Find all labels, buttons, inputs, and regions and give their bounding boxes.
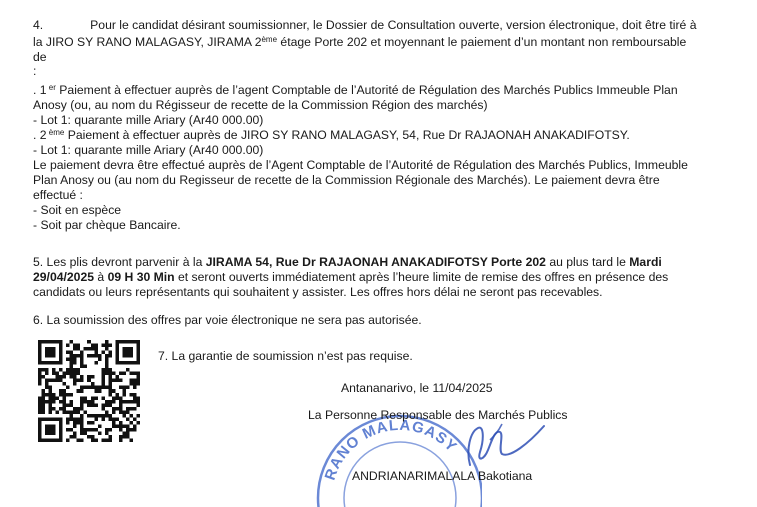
section5-line2: 29/04/2025 à 09 H 30 Min et seront ouverts immédiatement après l’heure limite de remise des offres en présence des	[33, 270, 669, 284]
section4-line1: 4. Pour le candidat désirant soumissionner, le Dossier de Consultation ouverte, version électronique, doit être tiré à	[33, 18, 697, 32]
qr-code	[38, 340, 140, 442]
payment-option-cash: - Soit en espèce	[33, 203, 122, 217]
payment-2: . 2 $^{ème}$ Paiement à effectuer auprès de JIRO SY RANO MALAGASY, 54, Rue Dr RAJAONAH ANAKADIFOTSY.	[33, 128, 630, 142]
payment-1-lot: - Lot 1: quarante mille Ariary (Ar40 000.00)	[33, 113, 264, 127]
section4-line3: de	[33, 50, 47, 64]
payment-paragraph-line2: Plan Anosy ou (au nom du Regisseur de recette de la Commission Régionale des Marchés). Le paiement devra être	[33, 173, 660, 187]
payment-1: . 1 $^{er}$ Paiement à effectuer auprès de l’agent Comptable de l’Autorité de Régulation des Marchés Publics Immeuble Plan	[33, 83, 678, 97]
section4-line4: :	[33, 64, 37, 78]
section6: 6. La soumission des offres par voie électronique ne sera pas autorisée.	[33, 313, 422, 327]
payment-2-lot: - Lot 1: quarante mille Ariary (Ar40 000.00)	[33, 143, 264, 157]
section5-line3: candidats ou leurs représentants qui souhaitent y assister. Les offres hors délai ne seront pas recevables.	[33, 285, 603, 299]
section4-line2: la JIRO SY RANO MALAGASY, JIRAMA 2ème étage Porte 202 et moyennant le paiement d’un montant non remboursable	[33, 35, 687, 49]
section5-line1: 5. Les plis devront parvenir à la JIRAMA 54, Rue Dr RAJAONAH ANAKADIFOTSY Porte 202 au plus tard le Mardi	[33, 255, 662, 269]
payment-option-cheque: - Soit par chèque Bancaire.	[33, 218, 181, 232]
payment-1-continued: Anosy (ou, au nom du Régisseur de recette de la Commission Région des marchés)	[33, 98, 488, 112]
signatory-title: La Personne Responsable des Marchés Publics	[308, 408, 568, 422]
place-date: Antananarivo, le 11/04/2025	[341, 381, 493, 395]
payment-paragraph-line1: Le paiement devra être effectué auprès de l’Agent Comptable de l’Autorité de Régulation des Marchés Publics, Immeuble	[33, 158, 688, 172]
payment-paragraph-line3: effectué :	[33, 188, 83, 202]
section4-number: 4.	[33, 18, 44, 32]
signatory-name: ANDRIANARIMALALA Bakotiana	[352, 469, 533, 483]
stamp-text: RANO MALAGASY	[321, 416, 461, 483]
section7: 7. La garantie de soumission n’est pas requise.	[158, 349, 413, 363]
